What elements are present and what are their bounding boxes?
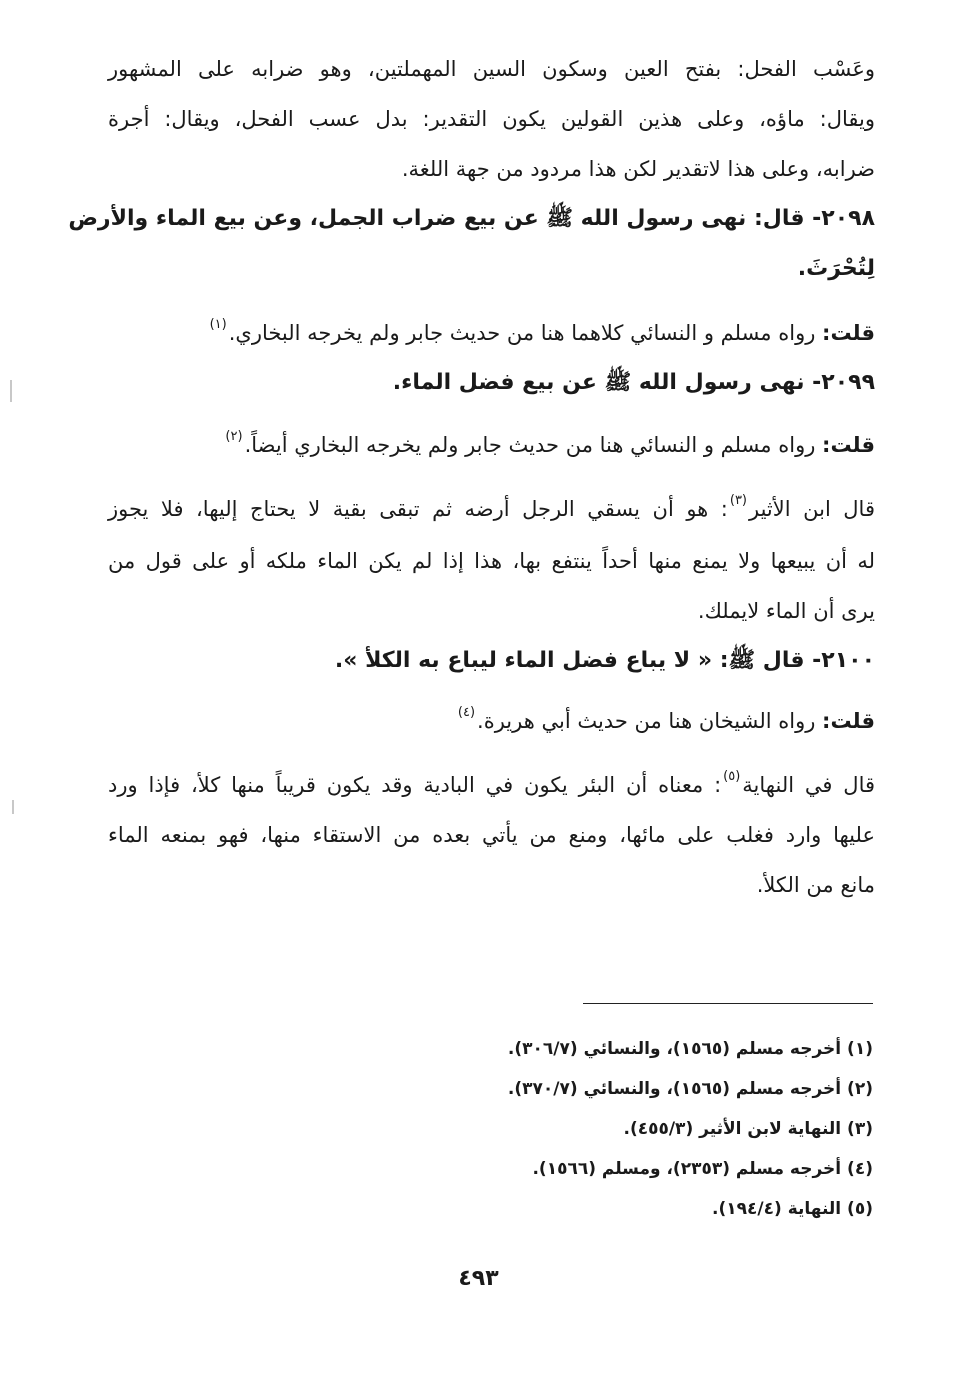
footnote-item: (٥) النهاية (١٩٤/٤). [712,1199,873,1219]
footnote-separator [583,1003,873,1004]
hadith-2099-heading: ٢٠٩٩- نهى رسول الله ﷺ عن بيع فضل الماء. [392,370,875,395]
footnote-ref: (٢) [225,429,243,444]
qult-text: رواه مسلم و النسائي هنا من حديث جابر ولم يخرجه البخاري أيضاً. [244,433,816,457]
hadith-2098-heading: ٢٠٩٨- قال: نهى رسول الله ﷺ عن بيع ضراب الجمل، وعن بيع الماء والأرض [68,206,875,231]
body-text-line: عليها وارد فغلب على مائها، ومنع من يأتي بعده من الاستقاء منها، فهو بمنعه الماء [108,823,875,847]
qult-remark-3 [456,704,875,738]
body-text-line: مانع من الكلأ. [756,873,875,897]
qult-remark-2 [223,428,875,462]
qult-label: قلت: [822,433,875,457]
body-text-line: ضرابه، وعلى هذا لاتقدير لكن هذا مردود من جهة اللغة. [401,157,875,181]
footnote-ref: (٤) [457,705,476,720]
body-text-span: : معناه أن البئر يكون في البادية وقد يكون قريباً منها كلأ، فإذا ورد [108,773,722,797]
qult-label: قلت: [822,321,875,345]
body-text-line: ويقال: ماؤه، وعلى هذين القولين يكون التقدير: بدل عسب الفحل، ويقال: أجرة [108,107,875,131]
footnote-ref: (١) [209,317,227,332]
hadith-2100-heading: ٢١٠٠- قال ﷺ: « لا يباع فضل الماء ليباع به الكلأ ». [334,648,875,673]
scan-artifact [10,380,12,402]
hadith-2098-heading-cont: لِتُحْرَثَ. [797,256,875,281]
qult-text: رواه مسلم و النسائي كلاهما هنا من حديث جابر ولم يخرجه البخاري. [228,321,816,345]
footnote-ref: (٥) [723,769,741,784]
footnote-ref: (٣) [729,493,747,508]
body-text-span: قال في النهاية [742,773,876,797]
body-text-span: قال ابن الأثير [749,497,875,521]
body-text-line: وعَسْب الفحل: بفتح العين وسكون السين المهملتين، وهو ضرابه على المشهور [108,57,875,81]
footnote-item: (٣) النهاية لابن الأثير (٤٥٥/٣). [623,1119,873,1139]
scan-artifact [12,800,14,814]
qult-label: قلت: [822,709,875,733]
footnote-item: (٢) أخرجه مسلم (١٥٦٥)، والنسائي (٣٧٠/٧). [507,1079,873,1099]
body-text-line: له أن يبيعها ولا يمنع منها أحداً ينتفع بها، هذا إذا لم يكن الماء ملكه أو على قول من [108,549,875,573]
footnote-item: (٤) أخرجه مسلم (٢٣٥٣)، ومسلم (١٥٦٦). [532,1159,873,1179]
qult-remark-1 [208,316,875,350]
qult-text: رواه الشيخان هنا من حديث أبي هريرة. [477,709,816,733]
page-number: ٤٩٣ [458,1266,499,1291]
body-text-line [108,492,875,526]
body-text-line [108,768,875,802]
body-text-line: يرى أن الماء لايملك. [697,599,875,623]
footnote-item: (١) أخرجه مسلم (١٥٦٥)، والنسائي (٣٠٦/٧). [507,1039,873,1059]
body-text-span: : هو أن يسقي الرجل أرضه ثم تبقى بقية لا يحتاج إليها، فلا يجوز [108,497,728,521]
